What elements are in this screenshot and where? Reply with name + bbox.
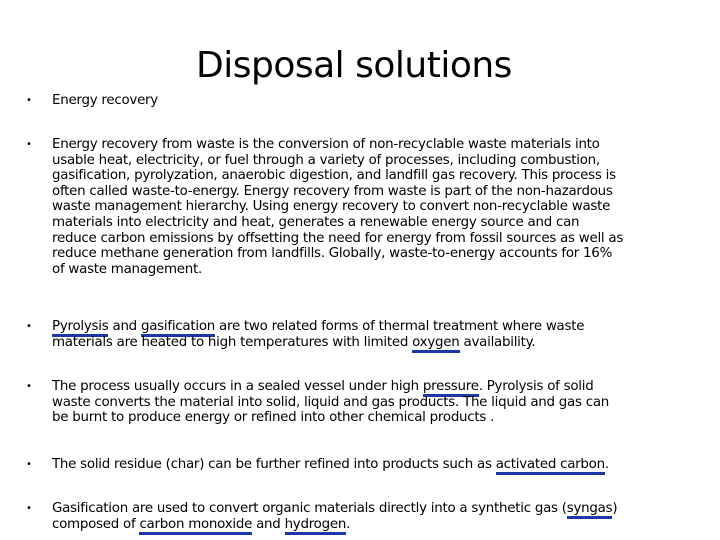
text-line: reduce methane generation from landfills. Globally, waste-to-energy accounts for 16% xyxy=(52,246,613,262)
text-line: reduce carbon emissions by offsetting the need for energy from fossil sources as well as xyxy=(52,230,624,246)
text-run: . xyxy=(346,516,351,532)
text-line: materials into electricity and heat, generates a renewable energy source and can xyxy=(52,214,580,230)
link-pressure[interactable]: pressure xyxy=(423,379,479,397)
text-run: Gasification are used to convert organic materials directly into a synthetic gas ( xyxy=(52,501,567,516)
text-line xyxy=(52,457,702,473)
bullet-marker: • xyxy=(26,95,32,106)
text-run: materials are heated to high temperatures with limited xyxy=(52,334,413,350)
link-gasification[interactable]: gasification xyxy=(141,319,215,337)
text-run: and xyxy=(108,319,141,334)
text-run: The solid residue (char) can be further refined into products such as xyxy=(52,457,496,472)
paragraph-energy-recovery xyxy=(52,137,702,277)
text-line: usable heat, electricity, or fuel through a variety of processes, including combustion, xyxy=(52,152,600,168)
bullet-energy-recovery: Energy recovery xyxy=(52,93,158,108)
link-oxygen[interactable]: oxygen xyxy=(412,335,459,353)
text-line xyxy=(52,335,702,351)
bullet-marker: • xyxy=(26,381,32,392)
link-syngas[interactable]: syngas xyxy=(567,501,613,519)
text-line: waste converts the material into solid, liquid and gas products. The liquid and gas can xyxy=(52,394,610,410)
link-activated-carbon[interactable]: activated carbon xyxy=(496,457,605,475)
text-run: . Pyrolysis of solid xyxy=(478,379,594,394)
text-line: be burnt to produce energy or refined into other chemical products . xyxy=(52,410,495,426)
text-line xyxy=(52,319,702,335)
text-run: are two related forms of thermal treatment where waste xyxy=(215,319,585,334)
paragraph-solid-residue xyxy=(52,457,702,473)
bullet-marker: • xyxy=(26,321,32,332)
text-run: . xyxy=(604,457,609,472)
paragraph-pyrolysis xyxy=(52,319,702,350)
bullet-marker: • xyxy=(26,459,32,470)
text-run: The process usually occurs in a sealed vessel under high xyxy=(52,379,423,394)
text-line: often called waste-to-energy. Energy recovery from waste is part of the non-hazardous xyxy=(52,183,613,199)
text-line xyxy=(52,501,702,517)
text-line: of waste management. xyxy=(52,261,202,277)
text-line: Energy recovery from waste is the conversion of non-recyclable waste materials into xyxy=(52,137,600,152)
bullet-marker: • xyxy=(26,503,32,514)
text-run: ) xyxy=(612,501,618,516)
link-carbon-monoxide[interactable]: carbon monoxide xyxy=(139,517,252,535)
bullet-marker: • xyxy=(26,139,32,150)
paragraph-gasification xyxy=(52,501,702,532)
link-pyrolysis[interactable]: Pyrolysis xyxy=(52,319,108,337)
slide-title: Disposal solutions xyxy=(196,45,512,86)
text-line: gasification, pyrolyzation, anaerobic digestion, and landfill gas recovery. This process is xyxy=(52,168,616,184)
link-hydrogen[interactable]: hydrogen xyxy=(285,517,347,535)
text-run: availability. xyxy=(459,334,536,350)
text-run: composed of xyxy=(52,516,140,532)
text-line xyxy=(52,379,702,395)
paragraph-process xyxy=(52,379,702,426)
text-line: waste management hierarchy. Using energy recovery to convert non-recyclable waste xyxy=(52,199,611,215)
text-run: and xyxy=(252,516,285,532)
